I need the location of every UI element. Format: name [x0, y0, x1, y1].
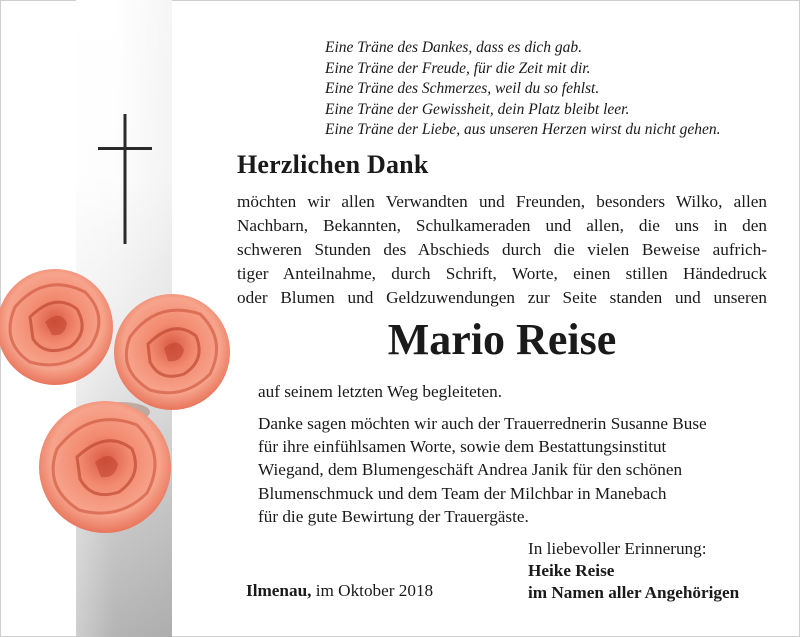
- rose-3: [39, 401, 171, 533]
- place-city: Ilmenau,: [246, 581, 312, 600]
- deceased-name: Mario Reise: [387, 315, 617, 364]
- signoff: [528, 538, 739, 604]
- poem-line: Eine Träne des Schmerzes, weil du so fehlst.: [325, 80, 600, 97]
- heading: Herzlichen Dank: [237, 150, 429, 179]
- paragraph-line: Nachbarn, Bekannten, Schulkameraden und allen, die uns in den: [237, 216, 767, 236]
- signoff-family: im Namen aller Angehörigen: [528, 583, 740, 602]
- signoff-name: Heike Reise: [528, 561, 615, 580]
- roses-image: [0, 262, 240, 562]
- thanks-paragraph: [237, 190, 767, 310]
- cross-icon: [98, 114, 152, 244]
- poem-line: Eine Träne der Liebe, aus unseren Herzen wirst du nicht gehen.: [325, 121, 721, 138]
- paragraph-line: tiger Anteilnahme, durch Schrift, Worte, einen stillen Händedruck: [237, 264, 767, 284]
- paragraph-line: Blumenschmuck und dem Team der Milchbar in Manebach: [258, 483, 667, 503]
- paragraph-line: für ihre einfühlsamen Worte, sowie dem Bestattungsinstitut: [258, 437, 667, 457]
- paragraph-line: Danke sagen möchten wir auch der Trauerrednerin Susanne Buse: [258, 414, 707, 433]
- paragraph-line: für die gute Bewirtung der Trauergäste.: [258, 506, 529, 526]
- signoff-intro: In liebevoller Erinnerung:: [528, 539, 707, 558]
- poem-line: Eine Träne des Dankes, dass es dich gab.: [325, 39, 583, 56]
- rose-2: [114, 294, 230, 410]
- poem-line: Eine Träne der Gewissheit, dein Platz bleibt leer.: [325, 100, 630, 118]
- paragraph-line: möchten wir allen Verwandten und Freunden, besonders Wilko, allen: [237, 192, 767, 211]
- additional-thanks-paragraph: [258, 412, 738, 528]
- paragraph-line: Wiegand, dem Blumengeschäft Andrea Janik für den schönen: [258, 460, 683, 480]
- poem: [325, 38, 785, 141]
- paragraph-line: oder Blumen und Geldzuwendungen zur Seite standen und unseren: [237, 288, 767, 308]
- place-date-text: im Oktober 2018: [315, 581, 434, 600]
- paragraph-line: schweren Stunden des Abschieds durch die vielen Beweise aufrich-: [237, 240, 767, 260]
- continued-line: auf seinem letzten Weg begleiteten.: [258, 382, 503, 401]
- poem-line: Eine Träne der Freude, für die Zeit mit dir.: [325, 59, 591, 77]
- place-date: [246, 580, 433, 602]
- rose-1: [0, 269, 113, 385]
